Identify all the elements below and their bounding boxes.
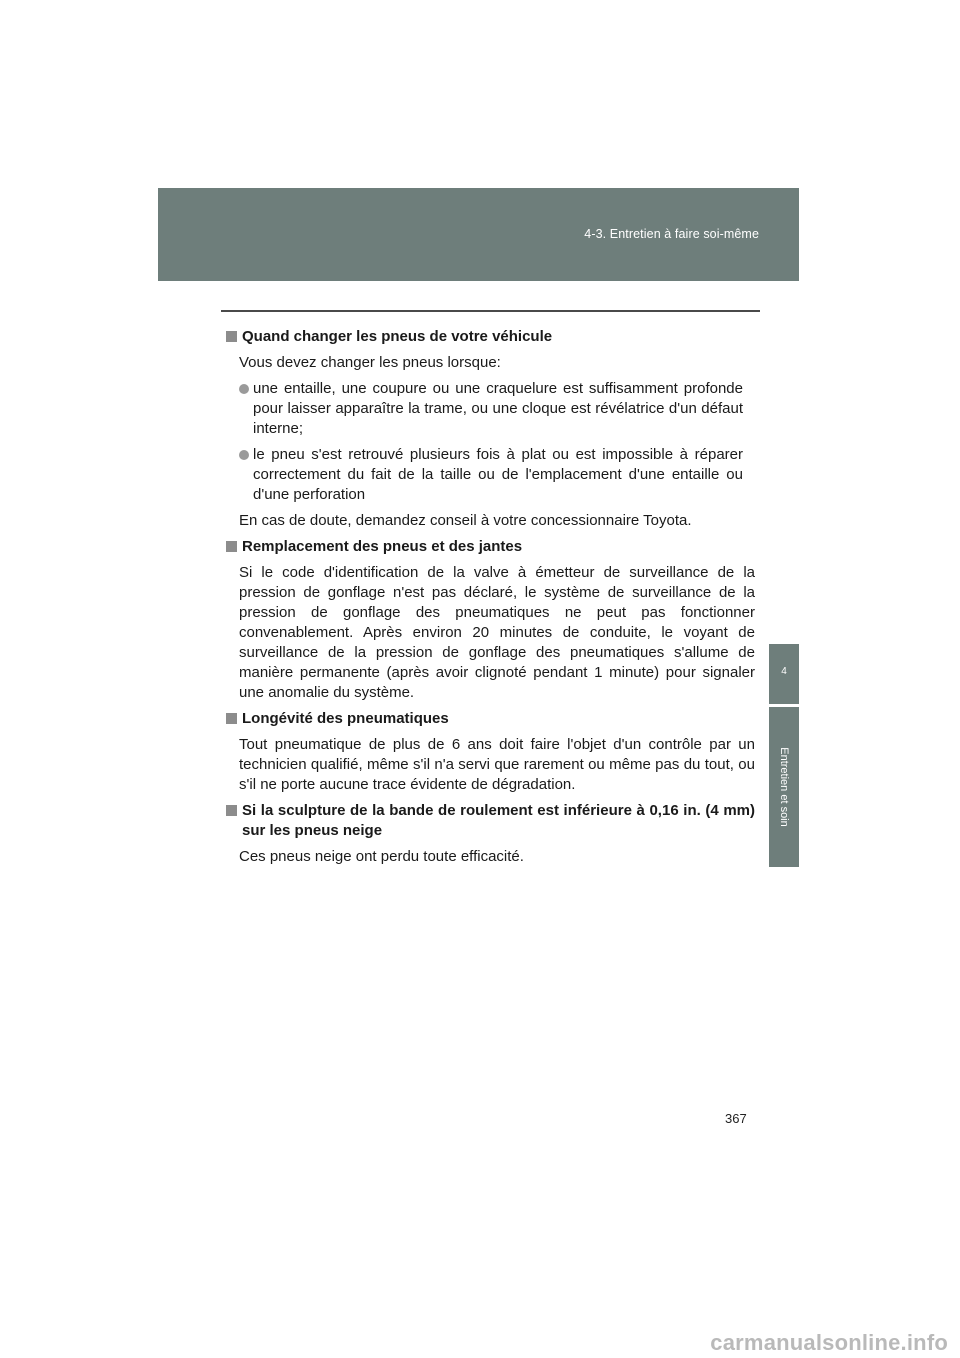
section-body: Tout pneumatique de plus de 6 ans doit faire l'objet d'un contrôle par un technicien qualifié, même s'il n'a servi que rarement ou même pas du tout, ou s'il ne porte aucune trace évidente de dégradation. <box>239 736 755 793</box>
section-snow-tires <box>224 801 755 867</box>
section-heading: Quand changer les pneus de votre véhicule <box>224 327 755 347</box>
watermark: carmanualsonline.info <box>710 1330 948 1355</box>
section-intro: Vous devez changer les pneus lorsque: <box>239 354 501 371</box>
section-outro: En cas de doute, demandez conseil à votre concessionnaire Toyota. <box>239 512 692 529</box>
section-tire-longevity <box>224 709 755 795</box>
list-item: une entaille, une coupure ou une craquelure est suffisamment profonde pour laisser apparaître la trame, ou une cloque est révélatrice d'un défaut interne; <box>224 379 755 439</box>
chapter-header <box>158 188 799 281</box>
square-bullet-icon <box>226 805 237 816</box>
section-body: Si le code d'identification de la valve à émetteur de surveillance de la pression de gonflage n'est pas déclaré, le système de surveillance de la pression de gonflage des pneumatiques ne peut pas fonctionner convenablement. Après environ 20 minutes de conduite, le voyant de surveillance de la pression de gonflage des pneumatiques s'allume de manière permanente (après avoir clignoté pendant 1 minute) pour signaler une anomalie du système. <box>239 564 755 701</box>
section-heading: Si la sculpture de la bande de roulement est inférieure à 0,16 in. (4 mm) sur les pneus neige <box>224 801 755 841</box>
content-divider <box>221 310 760 312</box>
circle-bullet-icon <box>239 450 249 460</box>
chapter-number-tab <box>769 644 799 704</box>
square-bullet-icon <box>226 541 237 552</box>
section-heading: Longévité des pneumatiques <box>224 709 755 729</box>
chapter-label-tab <box>769 707 799 867</box>
section-heading: Remplacement des pneus et des jantes <box>224 537 755 557</box>
circle-bullet-icon <box>239 384 249 394</box>
chapter-label: Entretien et soin <box>778 747 790 827</box>
section-body: Ces pneus neige ont perdu toute efficacité. <box>239 848 524 865</box>
square-bullet-icon <box>226 713 237 724</box>
square-bullet-icon <box>226 331 237 342</box>
chapter-number: 4 <box>781 666 787 677</box>
section-title: 4-3. Entretien à faire soi-même <box>584 227 759 241</box>
page-number: 367 <box>725 1111 747 1126</box>
section-tire-replacement <box>224 537 755 703</box>
section-tire-change <box>224 327 755 531</box>
page-content <box>224 327 755 873</box>
list-item: le pneu s'est retrouvé plusieurs fois à plat ou est impossible à réparer correctement du fait de la taille ou de l'emplacement d'une entaille ou d'une perforation <box>224 445 755 505</box>
